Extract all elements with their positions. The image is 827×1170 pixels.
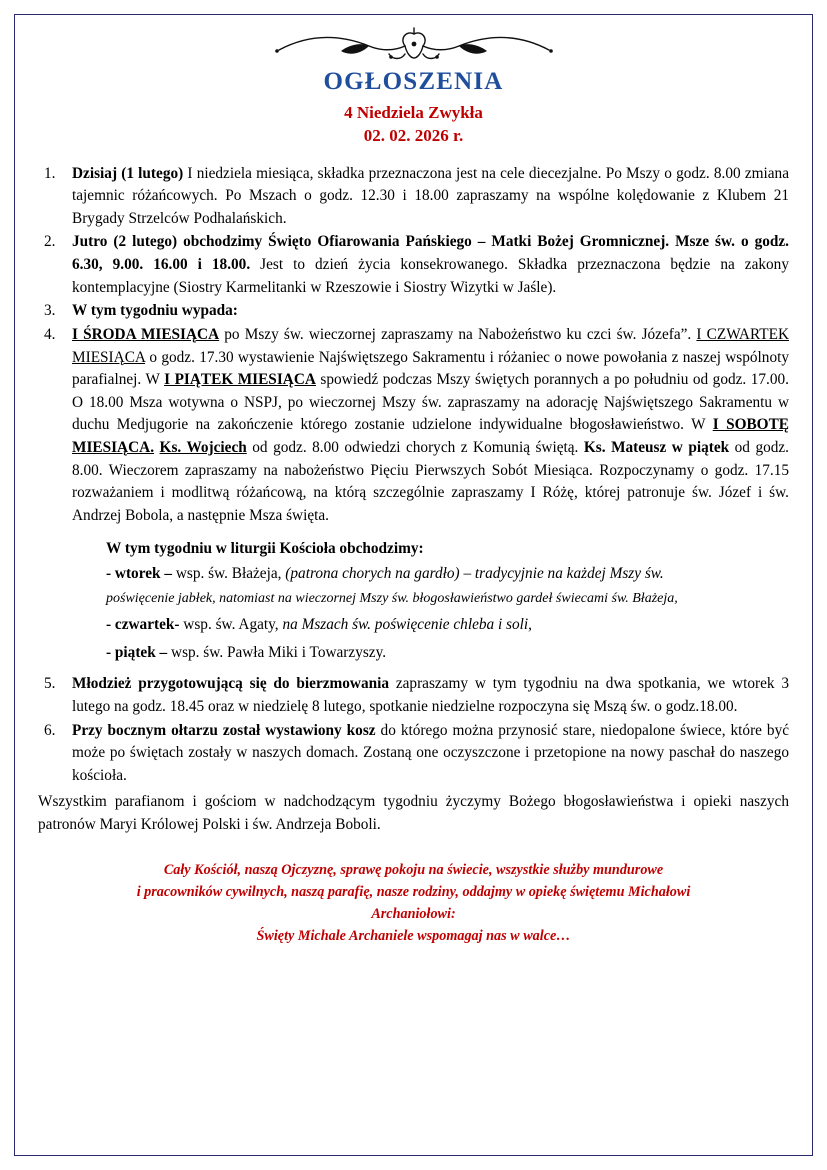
first-thursday-label: I CZWARTEK MIESIĄCA	[72, 325, 789, 366]
liturgy-day: - piątek –	[106, 644, 172, 662]
list-item-lead: Jutro (2 lutego) obchodzimy Święto Ofiarowania Pańskiego – Matki Bożej Gromnicznej. Msze św. o godz. 6.30, 9.00. 16.00 i 18.00.	[72, 233, 789, 274]
page-title: OGŁOSZENIA	[323, 68, 504, 95]
first-friday-label: I PIĄTEK MIESIĄCA	[164, 371, 316, 389]
liturgy-note: na Mszach św. poświęcenie chleba i soli,	[282, 616, 532, 634]
list-item-text: po Mszy św. wieczornej zapraszamy na Nabożeństwo ku czci św. Józefa”.	[219, 325, 697, 343]
liturgy-text: wsp. św. Pawła Miki i Towarzyszy.	[171, 644, 387, 662]
list-item-text: I niedziela miesiąca, składka przeznaczona jest na cele diecezjalne. Po Mszy o godz. 8.00 zmiana tajemnic różańcowych. Po Mszach o godz. 12.30 i 18.00 zapraszamy na wspólne kolędowanie z Klubem 21 Brygady Strzelców Podhalańskich.	[72, 164, 789, 227]
list-item-text: do którego można przynosić stare, niedopalone świece, które być może po świętach zostały w naszych domach. Zostaną one oczyszczone i przetopione na nowy paschał do naszego kościoła.	[72, 721, 790, 784]
list-item-text: spowiedź podczas Mszy świętych porannych a po południu od godz. 17.00. O 18.00 Msza wotywna o NSPJ, po wieczornej Mszy św. zapraszamy na adorację Najświętszego Sakramentu w duchu Medjugorie na zakończenie którego zostanie udzielone indywidualne błogosławieństwo. W	[72, 371, 789, 434]
list-item-text: o godz. 17.30 wystawienie Najświętszego Sakramentu i różaniec o nowe powołania z naszej wspólnoty parafialnej. W	[72, 348, 789, 389]
list-item	[38, 163, 789, 231]
liturgy-item	[106, 642, 789, 665]
document-date: 02. 02. 2026 r.	[363, 126, 464, 146]
list-item	[38, 300, 789, 323]
liturgy-text: wsp. św. Błażeja,	[175, 565, 286, 583]
liturgy-day: - wtorek –	[106, 565, 176, 583]
list-item-number: 4.	[44, 325, 56, 343]
priest-mateusz-label: Ks. Mateusz w piątek	[583, 439, 730, 457]
list-item	[38, 324, 789, 665]
closing-paragraph: Wszystkim parafianom i gościom w nadchodzącym tygodniu życzymy Bożego błogosławieństwa i opieki naszych patronów Maryi Królowej Polski i św. Andrzeja Boboli.	[38, 793, 789, 834]
liturgy-heading: W tym tygodniu w liturgii Kościoła obchodzimy:	[106, 539, 424, 557]
liturgy-item	[106, 614, 789, 637]
list-item-lead: Młodzież przygotowującą się do bierzmowania	[72, 675, 390, 693]
liturgy-subnote: poświęcenie jabłek, natomiast na wieczornej Mszy św. błogosławieństwo gardeł świecami św. Błażeja,	[106, 591, 678, 607]
footer-prayer-line-2: i pracowników cywilnych, naszą parafię, nasze rodziny, oddajmy w opiekę świętemu Michałowi	[136, 884, 691, 901]
page-content	[38, 24, 789, 947]
list-item	[38, 673, 789, 718]
list-item-number: 3.	[44, 302, 56, 320]
liturgy-text: wsp. św. Agaty,	[183, 616, 283, 634]
first-saturday-label: I SOBOTĘ MIESIĄCA.	[72, 416, 789, 457]
floral-divider-ornament	[38, 24, 789, 66]
liturgy-item	[106, 563, 789, 586]
list-item-text: od godz. 8.00. Wieczorem zapraszamy na nabożeństwo Pięciu Pierwszych Sobót Miesiąca. Rozpoczynamy o godz. 17.15 rozważaniem i modlitwą różańcową, na którą szczególnie zapraszamy I Różę, której patronuje św. Józef i św. Andrzej Bobola, a następnie Msza święta.	[72, 439, 790, 524]
priest-wojciech-label: Ks. Wojciech	[159, 439, 247, 457]
list-item-number: 2.	[44, 233, 56, 251]
document-subtitle: 4 Niedziela Zwykła	[344, 102, 483, 122]
footer-prayer-line-1: Cały Kościół, naszą Ojczyznę, sprawę pokoju na świecie, wszystkie służby mundurowe	[163, 862, 664, 879]
list-item-text: zapraszamy w tym tygodniu na dwa spotkania, we wtorek 3 lutego na godz. 18.45 oraz w niedzielę 8 lutego, spotkanie niedzielne rozpoczyna się Mszą św. o godz.18.00.	[72, 675, 789, 715]
list-item-number: 6.	[44, 721, 56, 739]
footer-prayer-line-4: Święty Michale Archaniele wspomagaj nas w walce…	[256, 928, 571, 945]
list-item	[38, 720, 789, 788]
list-item-lead: W tym tygodniu wypada:	[72, 302, 238, 320]
list-item-lead: Dzisiaj (1 lutego)	[72, 164, 184, 182]
announcements-list	[38, 163, 789, 788]
liturgy-block	[72, 538, 789, 666]
liturgy-note: (patrona chorych na gardło) – tradycyjnie na każdej Mszy św.	[285, 565, 664, 583]
list-item-text: od godz. 8.00 odwiedzi chorych z Komunią świętą.	[246, 439, 584, 457]
footer-prayer	[38, 859, 789, 947]
footer-prayer-line-3: Archaniołowi:	[371, 906, 456, 923]
liturgy-day: - czwartek-	[106, 616, 184, 634]
list-item-text: Jest to dzień życia konsekrowanego. Składka przeznaczona będzie na zakony kontemplacyjne (Siostry Karmelitanki w Rzeszowie i Siostry Wizytki w Jaśle).	[72, 256, 789, 296]
list-item-number: 5.	[44, 675, 56, 693]
list-item	[38, 231, 789, 299]
list-item-number: 1.	[44, 164, 56, 182]
list-item-lead: Przy bocznym ołtarzu został wystawiony kosz	[72, 721, 376, 739]
first-wednesday-label: I ŚRODA MIESIĄCA	[72, 325, 220, 343]
